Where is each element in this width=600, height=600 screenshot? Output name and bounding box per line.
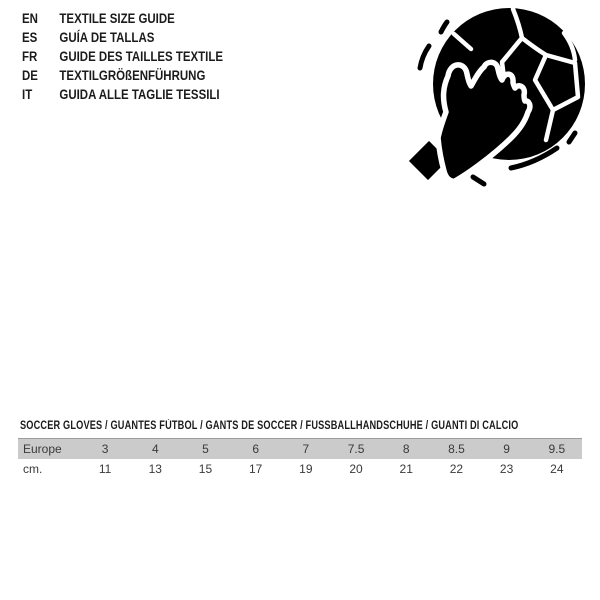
language-title-row — [22, 28, 223, 47]
size-cell: 23 — [499, 462, 514, 476]
size-cell: 7 — [302, 442, 310, 456]
size-cell: 4 — [151, 442, 159, 456]
language-code: DE — [22, 68, 38, 83]
guide-title-label: GUIDE DES TAILLES TEXTILE — [59, 49, 224, 64]
size-cell: 3 — [101, 442, 109, 456]
language-code: IT — [22, 87, 33, 102]
goalkeeper-glove-ball-icon — [405, 0, 600, 195]
glove-ball-svg — [405, 0, 600, 195]
guide-title-label: TEXTILE SIZE GUIDE — [59, 11, 175, 26]
size-cell: 13 — [148, 462, 162, 476]
size-table-body — [18, 439, 582, 480]
size-row-label: cm. — [23, 462, 43, 476]
size-cell: 5 — [202, 442, 209, 456]
size-table-title: SOCCER GLOVES / GUANTES FÚTBOL / GANTS DE SOCCER / FUSSBALLHANDSCHUHE / GUANTI DI CALCIO — [20, 420, 519, 432]
language-title-row — [22, 85, 223, 104]
language-title-row — [22, 66, 223, 85]
size-cell: 8 — [402, 442, 410, 456]
language-code: ES — [22, 30, 38, 45]
guide-title-label: TEXTILGRÖßENFÜHRUNG — [59, 68, 206, 83]
size-cell: 24 — [550, 462, 564, 476]
language-title-row — [22, 9, 223, 28]
guide-title-label: GUÍA DE TALLAS — [59, 30, 155, 45]
size-table-row — [18, 459, 582, 479]
size-guide-language-list — [22, 9, 223, 104]
language-title-row — [22, 47, 223, 66]
size-cell: 22 — [449, 462, 464, 476]
size-cell: 6 — [252, 442, 259, 456]
size-cell: 20 — [349, 462, 363, 476]
size-table-row — [18, 439, 582, 460]
size-cell: 9.5 — [548, 442, 566, 456]
size-cell: 19 — [299, 462, 313, 476]
size-cell: 21 — [399, 462, 413, 476]
language-code: EN — [22, 11, 38, 26]
size-cell: 11 — [98, 462, 112, 476]
size-cell: 15 — [198, 462, 213, 476]
language-code: FR — [22, 49, 38, 64]
size-row-label: Europe — [23, 442, 62, 456]
size-table — [18, 438, 582, 479]
size-cell: 17 — [248, 462, 263, 476]
guide-title-label: GUIDA ALLE TAGLIE TESSILI — [59, 87, 220, 102]
size-cell: 9 — [503, 442, 510, 456]
size-cell: 8.5 — [448, 442, 465, 456]
size-cell: 7.5 — [347, 442, 365, 456]
